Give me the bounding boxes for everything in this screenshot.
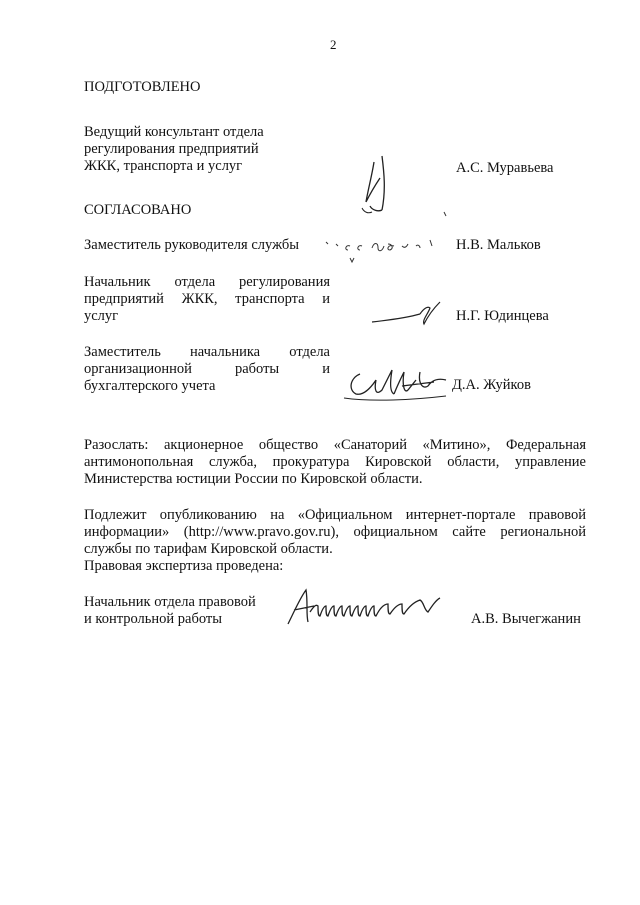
signature-malkov xyxy=(322,228,452,268)
agreed-signer-1-position: Заместитель руководителя службы xyxy=(84,237,300,253)
signature-vychegzhanin xyxy=(284,586,444,630)
agreed-heading: СОГЛАСОВАНО xyxy=(84,202,192,218)
legal-review-signer-name: А.В. Вычегжанин xyxy=(471,611,581,627)
legal-review-note: Правовая экспертиза проведена: xyxy=(84,558,284,574)
agreed-signer-2-position-line-3: услуг xyxy=(84,308,119,324)
agreed-signer-2-position-line-1: Начальник отдела регулирования xyxy=(84,274,330,290)
signature-yudintseva xyxy=(370,296,450,332)
agreed-signer-3-position-line-2: организационной работы и xyxy=(84,361,330,377)
agreed-signer-1-name: Н.В. Мальков xyxy=(456,237,541,253)
agreed-signer-2-name: Н.Г. Юдинцева xyxy=(456,308,549,324)
page-number: 2 xyxy=(330,37,337,52)
agreed-signer-2-position-line-2: предприятий ЖКК, транспорта и xyxy=(84,291,330,307)
prepared-position-line-3: ЖКК, транспорта и услуг xyxy=(84,158,243,174)
prepared-signer-name: А.С. Муравьева xyxy=(456,160,554,176)
prepared-position-line-1: Ведущий консультант отдела xyxy=(84,124,264,140)
agreed-signer-3-position-line-1: Заместитель начальника отдела xyxy=(84,344,330,360)
legal-review-position-line-2: и контрольной работы xyxy=(84,611,222,627)
agreed-signer-3-name: Д.А. Жуйков xyxy=(452,377,531,393)
publication-note: Подлежит опубликованию на «Официальном интернет-портале правовой информации» (http://www.pravo.gov.ru), официальном сайте региональной службы по тарифам Кировской области. xyxy=(84,507,586,557)
prepared-position-line-2: регулирования предприятий xyxy=(84,141,259,157)
signature-muravyeva xyxy=(352,150,412,220)
distribution-list: Разослать: акционерное общество «Санаторий «Митино», Федеральная антимонопольная служба, прокуратура Кировской области, управление Министерства юстиции России по Кировской области. xyxy=(84,437,586,487)
legal-review-position-line-1: Начальник отдела правовой xyxy=(84,594,256,610)
prepared-heading: ПОДГОТОВЛЕНО xyxy=(84,79,201,95)
signature-zhuykov xyxy=(342,360,462,404)
agreed-signer-3-position-line-3: бухгалтерского учета xyxy=(84,378,216,394)
